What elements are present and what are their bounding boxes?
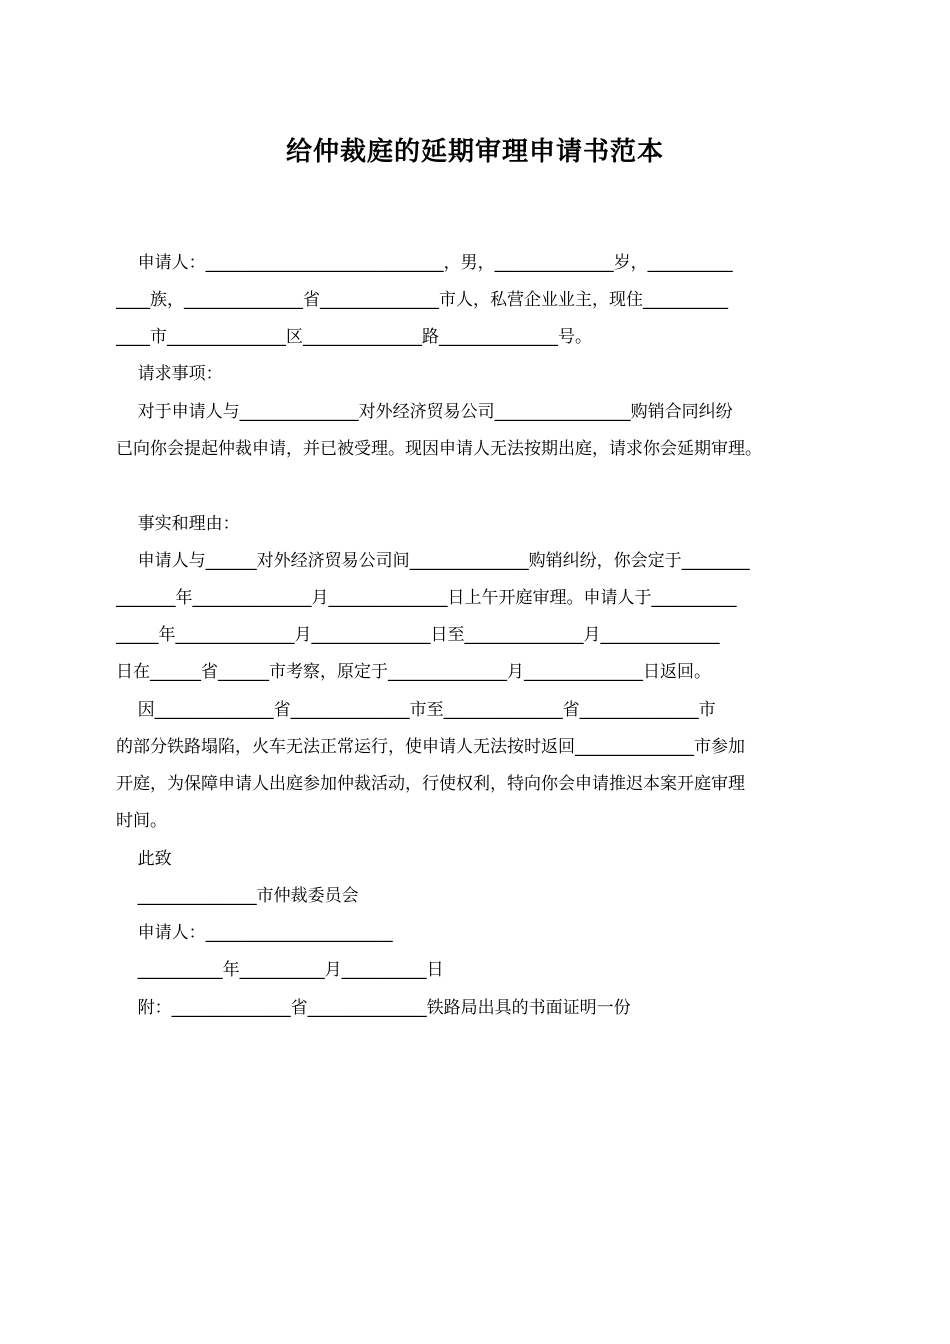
facts-line-3: _____年______________月______________日至______________月______________ [116,625,720,645]
facts-heading: 事实和理由： [116,514,240,534]
facts-line-7: 开庭，为保障申请人出庭参加仲裁活动，行使权利，特向你会申请推迟本案开庭审理 [116,774,745,794]
signature-applicant: 申请人：______________________ [116,923,393,943]
facts-line-5: 因______________省______________市至______________省______________市 [116,700,716,720]
request-heading: 请求事项： [116,364,223,384]
facts-line-8: 时间。 [116,811,167,831]
applicant-line-3: ____市______________区______________路______________号。 [116,327,592,347]
facts-line-6: 的部分铁路塌陷，火车无法正常运行，使申请人无法按时返回______________市参加 [116,737,745,757]
signature-date: __________年__________月__________日 [116,960,444,980]
document-title: 给仲裁庭的延期审理申请书范本 [285,137,664,167]
applicant-line-1: 申请人：____________________________，男，______________岁，__________ [116,253,733,273]
recipient-committee: ______________市仲裁委员会 [116,886,359,906]
request-line-1: 对于申请人与______________对外经济贸易公司________________购销合同纠纷 [116,402,733,422]
attachment-line: 附：______________省______________铁路局出具的书面证明一份 [116,998,631,1018]
request-line-2: 已向你会提起仲裁申请，并已被受理。现因申请人无法按期出庭，请求你会延期审理。 [116,439,762,459]
salutation: 此致 [116,849,172,869]
facts-line-4: 日在______省______市考察，原定于______________月______________日返回。 [116,662,711,682]
applicant-line-2: ____族，______________省______________市人，私营企业业主，现住__________ [116,290,728,310]
facts-line-2: _______年______________月______________日上午开庭审理。申请人于__________ [116,588,737,608]
facts-line-1: 申请人与______对外经济贸易公司间______________购销纠纷，你会定于________ [116,551,750,571]
